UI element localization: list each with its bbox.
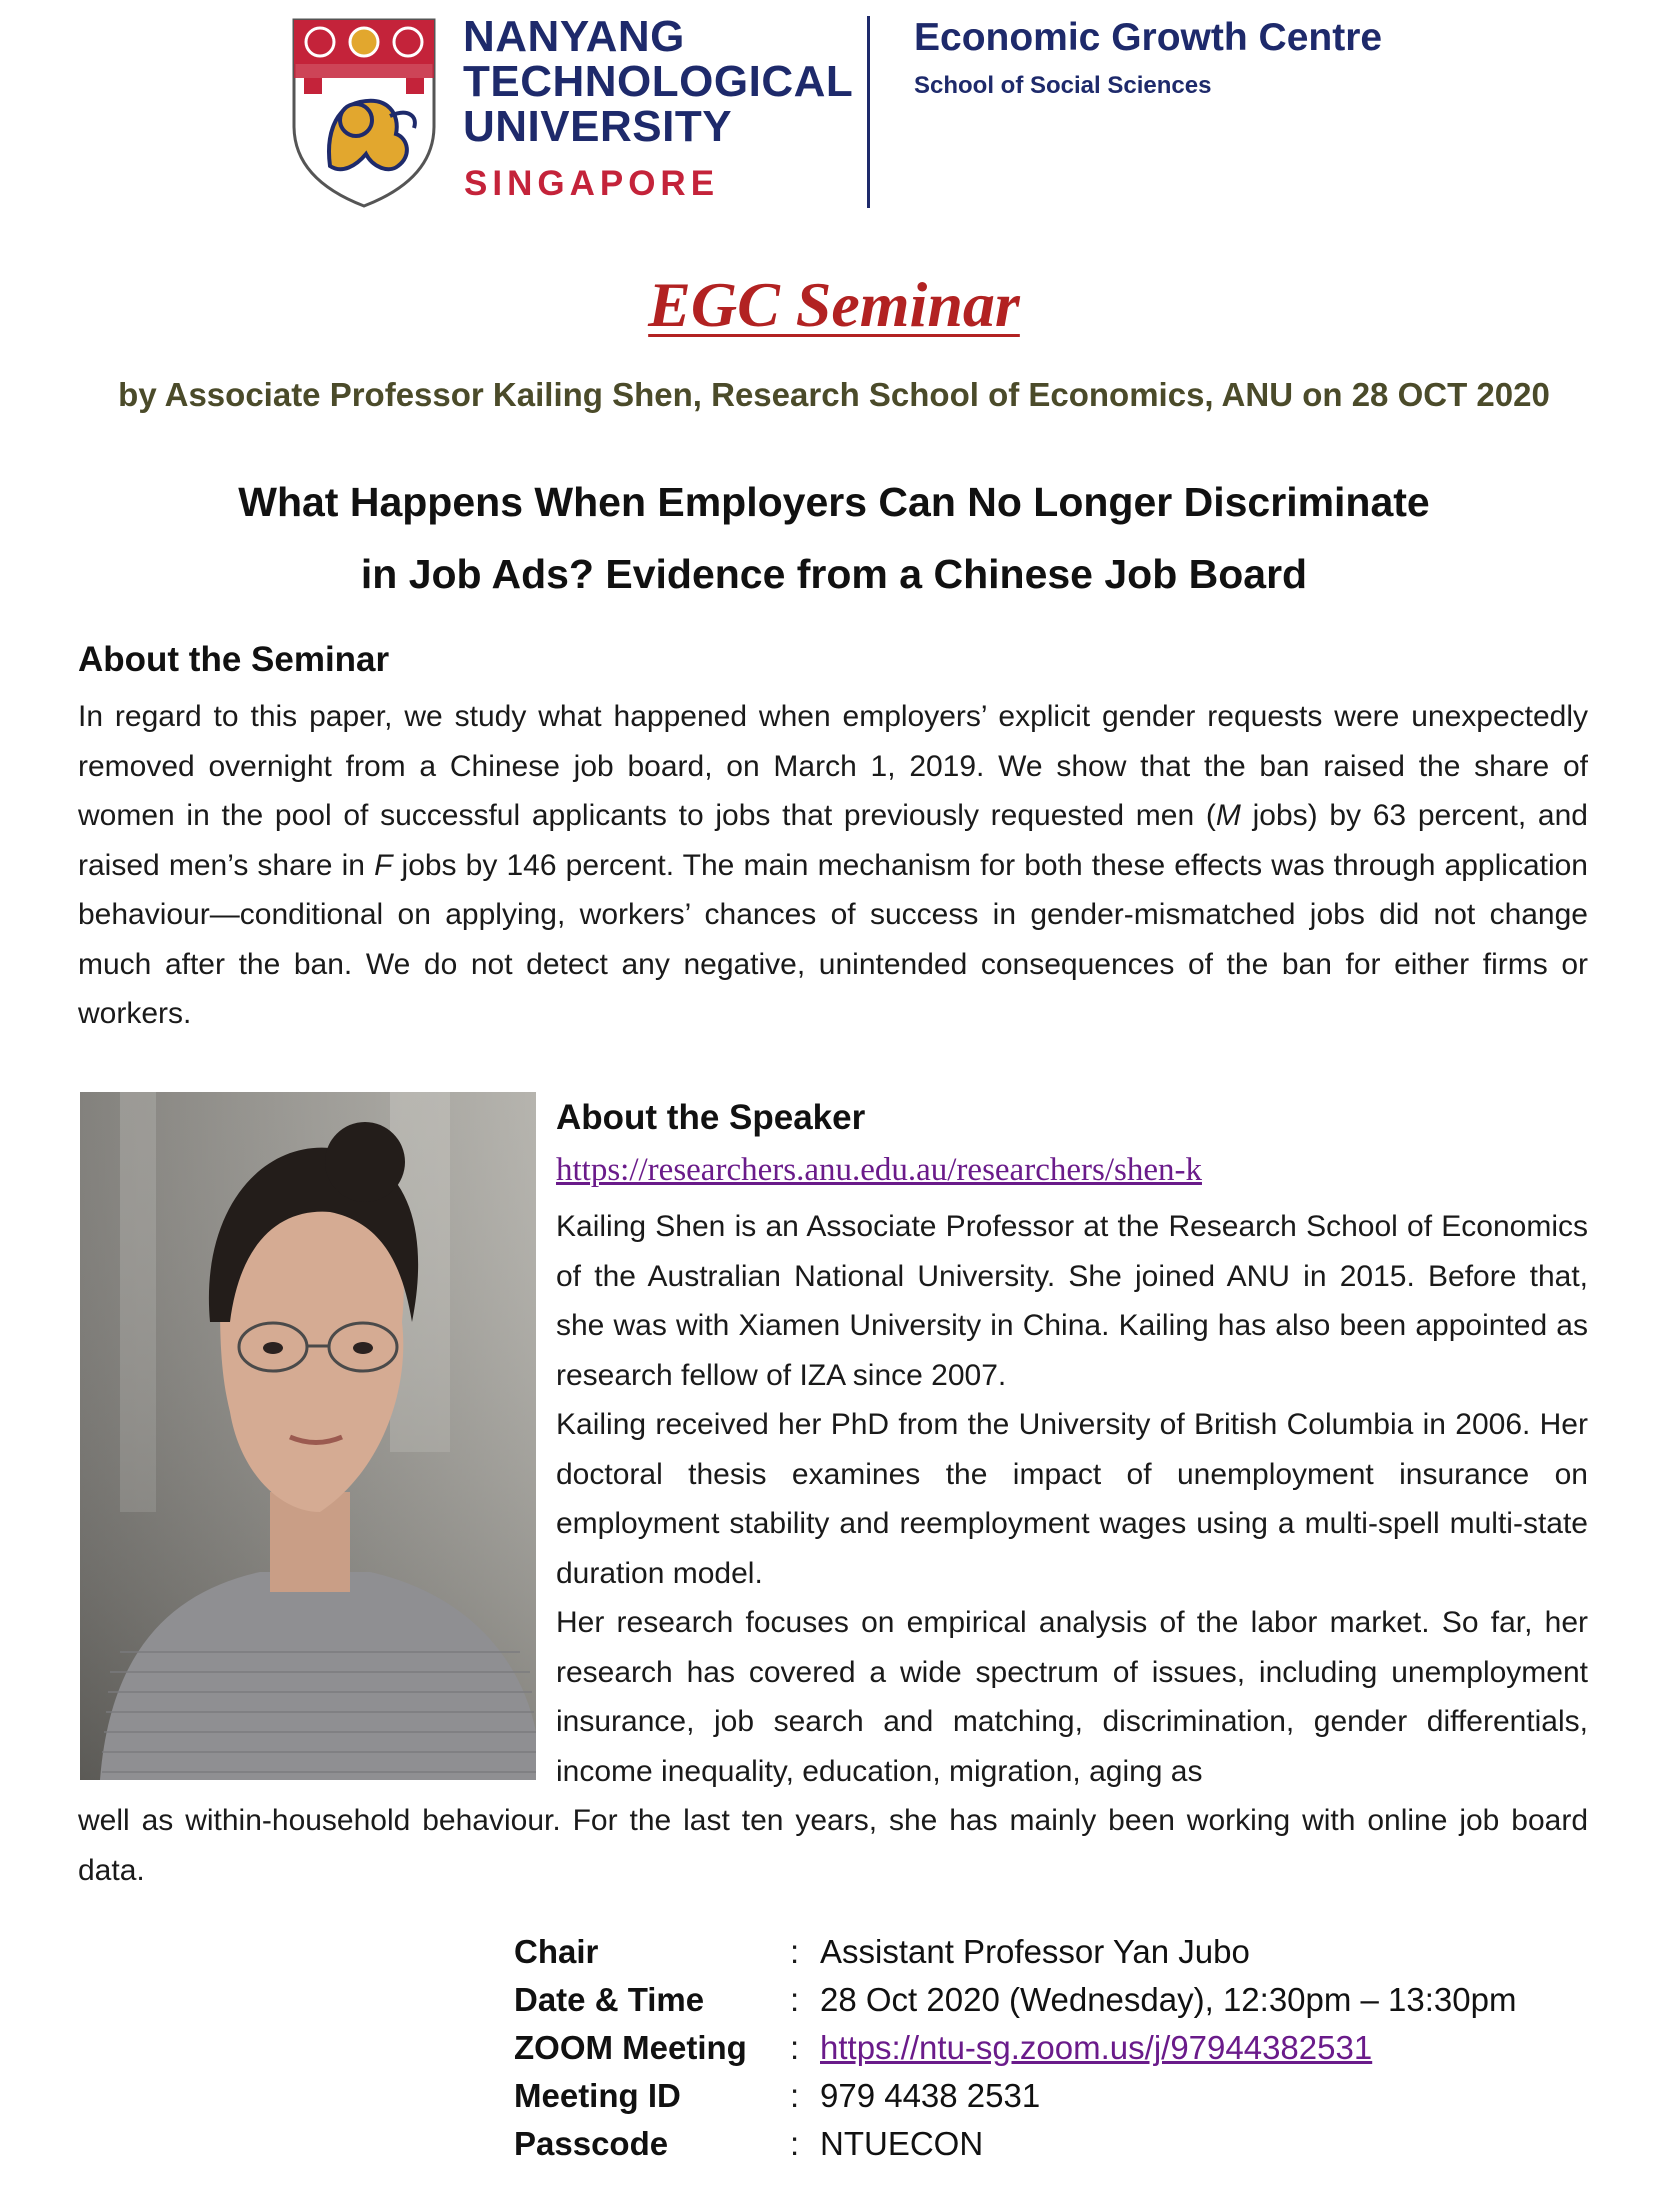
centre-name: Economic Growth Centre (914, 16, 1383, 59)
zoom-meeting-link[interactable]: https://ntu-sg.zoom.us/j/97944382531 (820, 2029, 1373, 2066)
university-country: SINGAPORE (464, 164, 720, 203)
detail-label-passcode: Passcode (514, 2125, 669, 2162)
speaker-bio-paragraph-3: Her research focuses on empirical analysis of the labor market. So far, her research has covered a wide spectrum of issues, including unemployment insurance, job search and matching, discrimination, gender differentials, income inequality, education, migration, aging as (556, 1606, 1588, 1788)
talk-title-line-1: What Happens When Employers Can No Longer Discriminate (238, 479, 1430, 525)
detail-separator: : (790, 2125, 800, 2162)
university-name-line-1: NANYANG (463, 12, 685, 61)
about-speaker-heading: About the Speaker (556, 1098, 866, 1137)
detail-row-date-time (514, 1976, 1516, 2024)
school-name: School of Social Sciences (914, 72, 1212, 99)
university-name-line-2: TECHNOLOGICAL (463, 57, 854, 106)
abstract-part-e: jobs by 146 percent. The main mechanism for both these effects was through application behaviour—conditional on applying, workers’ chances of success in gender-mismatched jobs did not change much after the ban. We do not detect any negative, unintended consequences of the ban for either firms or workers. (78, 848, 1588, 1030)
detail-separator: : (790, 1933, 800, 1970)
header-divider (867, 16, 870, 208)
detail-label-meeting-id: Meeting ID (514, 2077, 681, 2114)
seminar-abstract (78, 692, 1588, 1039)
detail-label-chair: Chair (514, 1933, 599, 1970)
speaker-profile-link[interactable]: https://researchers.anu.edu.au/researchers/shen-k (556, 1152, 1202, 1188)
detail-row-passcode (514, 2120, 1516, 2168)
speaker-bio-paragraph-3-continued: well as within-household behaviour. For the last ten years, she has mainly been working with online job board data. (78, 1804, 1588, 1887)
detail-label-date-time: Date & Time (514, 1981, 705, 2018)
detail-value-date-time: 28 Oct 2020 (Wednesday), 12:30pm – 13:30pm (820, 1981, 1517, 2018)
university-name-line-3: UNIVERSITY (463, 102, 733, 151)
detail-label-zoom-meeting: ZOOM Meeting (514, 2029, 747, 2066)
detail-value-passcode: NTUECON (820, 2125, 984, 2162)
ntu-crest-logo (290, 16, 438, 208)
speaker-bio (556, 1202, 1588, 1796)
detail-value-chair: Assistant Professor Yan Jubo (820, 1933, 1250, 1970)
seminar-byline: by Associate Professor Kailing Shen, Research School of Economics, ANU on 28 OCT 2020 (118, 376, 1550, 413)
detail-value-zoom-meeting (820, 2024, 1372, 2072)
university-name (463, 14, 853, 149)
detail-row-zoom-meeting (514, 2024, 1516, 2072)
speaker-photo (80, 1092, 536, 1780)
abstract-italic-f: F (374, 848, 393, 882)
seminar-title (0, 268, 1668, 342)
detail-separator: : (790, 2077, 800, 2114)
talk-title (80, 466, 1588, 610)
about-seminar-heading: About the Seminar (78, 640, 390, 679)
speaker-bio-paragraph-1: Kailing Shen is an Associate Professor at the Research School of Economics of the Australian National University. She joined ANU in 2015. Before that, she was with Xiamen University in China. Kailing has also been appointed as research fellow of IZA since 2007. (556, 1210, 1588, 1392)
seminar-details (514, 1928, 1516, 2168)
detail-separator: : (790, 2029, 800, 2066)
speaker-bio-paragraph-2: Kailing received her PhD from the University of British Columbia in 2006. Her doctoral thesis examines the impact of unemployment insurance on employment stability and reemployment wages using a multi-spell multi-state duration model. (556, 1408, 1588, 1590)
detail-row-chair (514, 1928, 1516, 1976)
abstract-part-c: jobs) by 63 percent, and raised men’s share in (78, 799, 1588, 882)
talk-title-line-2: in Job Ads? Evidence from a Chinese Job Board (360, 551, 1308, 597)
abstract-italic-m: M (1215, 799, 1241, 832)
detail-separator: : (790, 1981, 800, 2018)
abstract-part-a: In regard to this paper, we study what happened when employers’ explicit gender requests were unexpectedly removed overnight from a Chinese job board, on March 1, 2019. We show that the ban raised the share of women in the pool of successful applicants to jobs that previously requested men ( (78, 700, 1588, 832)
seminar-title-text: EGC Seminar (648, 269, 1020, 340)
detail-value-meeting-id: 979 4438 2531 (820, 2077, 1041, 2114)
detail-row-meeting-id (514, 2072, 1516, 2120)
